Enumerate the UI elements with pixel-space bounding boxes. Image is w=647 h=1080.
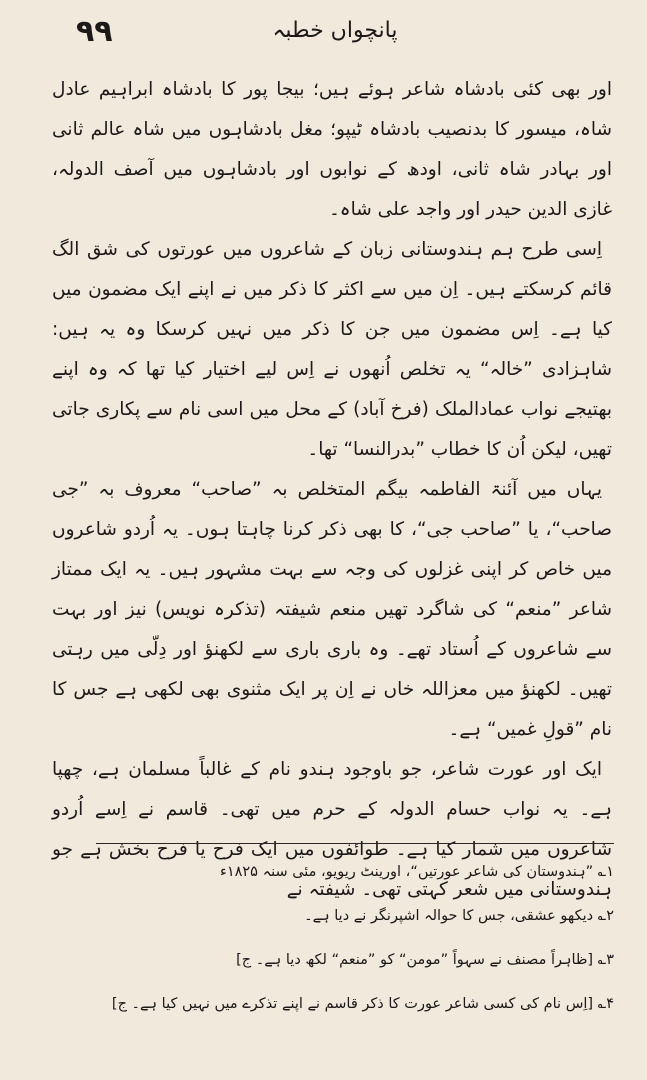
running-title: پانچواں خطبہ <box>272 18 398 43</box>
footnote-2: ۲؎ دیکھو عشقی، جس کا حوالہ اشپرنگر نے دیا ہے۔ <box>304 908 614 924</box>
footnote-divider <box>96 843 614 844</box>
footnote-3: ۳؎ [ظاہراً مصنف نے سہواً ”مومن“ کو ”منعم“ لکھ دیا ہے۔ ج] <box>236 952 614 968</box>
footnote-1: ۱؎ ”ہندوستان کی شاعر عورتیں“، اورینٹ ریویو، مئی سنہ ۱۸۲۵ء <box>219 864 614 880</box>
page-number: ۹۹ <box>76 14 113 49</box>
paragraph-women-poets: اِسی طرح ہم ہندوستانی زبان کے شاعروں میں عورتوں کی شق الگ قائم کرسکتے ہیں۔ اِن میں سے اکثر کا ذکر میں نے اپنے ایک مضمون میں کیا ہے۔ اِس مضمون میں جن کا ذکر میں نہیں کرسکا وہ یہ ہیں: شاہزادی ”خالہ“ یہ تخلص اُنھوں نے اِس لیے اختیار کیا تھا کہ وہ اپنے بھتیجے نواب عمادالملک (فرخ آباد) کے محل میں اسی نام سے پکاری جاتی تھیں، لیکن اُن کا خطاب ”بدرالنسا“ تھا۔ <box>52 239 612 460</box>
body-text <box>52 70 612 910</box>
paragraph-kings: اور بھی کئی بادشاہ شاعر ہوئے ہیں؛ بیجا پور کا بادشاہ ابراہیم عادل شاہ، میسور کا بدنصیب بادشاہ ٹیپو؛ مغل بادشاہوں میں شاہ عالم ثانی اور بہادر شاہ ثانی، اودھ کے نوابوں اور بادشاہوں میں آصف الدولہ، غازی الدین حیدر اور واجد علی شاہ۔ <box>52 79 612 220</box>
footnotes <box>96 850 614 1026</box>
footnote-4: ۴؎ [اِس نام کی کسی شاعر عورت کا ذکر قاسم نے اپنے تذکرے میں نہیں کیا ہے۔ ج] <box>111 996 614 1012</box>
paragraph-other-poets: ایک اور عورت شاعر، جو باوجود ہندو نام کے غالباً مسلمان ہے، چھپا ہے۔ یہ نواب حسام الدولہ کے حرم میں تھی۔ قاسم نے اِسے اُردو شاعروں میں شمار کیا ہے۔ طوائفوں میں ایک فرح یا فرح بخش ہے جو ہندوستانی میں شعر کہتی تھی۔ شیفتہ نے <box>52 759 612 900</box>
paragraph-sahib-ji: یہاں میں آئنۃ الفاطمہ بیگم المتخلص بہ ”صاحب“ معروف بہ ”جی صاحب“، یا ”صاحب جی“، کا بھی ذکر کرنا چاہتا ہوں۔ یہ اُردو شاعروں میں خاص کر اپنی غزلوں کی وجہ سے بہت مشہور ہیں۔ یہ ایک ممتاز شاعر ”منعم“ کی شاگرد تھیں منعم شیفتہ (تذکرہ نویس) نیز اور بہت سے شاعروں کے اُستاد تھے۔ وہ باری باری سے لکھنؤ اور دِلّی میں رہتی تھیں۔ لکھنؤ میں معزاللہ خاں نے اِن پر ایک مثنوی بھی لکھی ہے جس کا نام ”قولِ غمیں“ ہے۔ <box>52 479 612 740</box>
